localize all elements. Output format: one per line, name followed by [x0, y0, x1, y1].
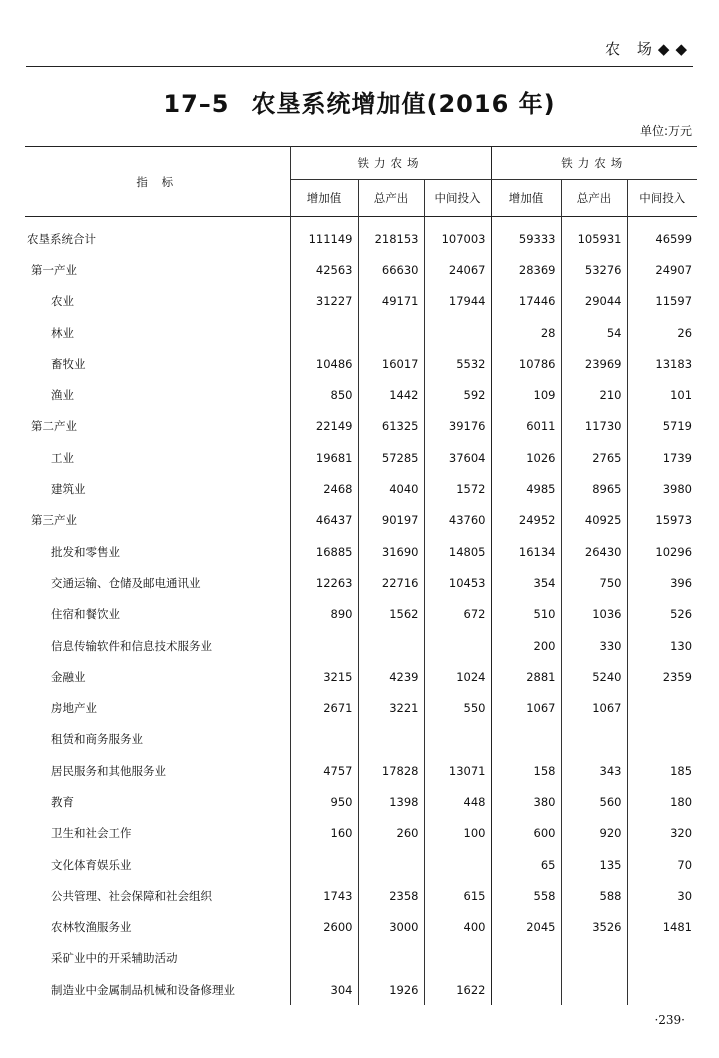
value-cell — [627, 943, 697, 974]
row-label: 租赁和商务服务业 — [51, 732, 143, 747]
value-cell: 1481 — [627, 912, 697, 943]
value-cell: 1926 — [358, 974, 424, 1005]
table-header — [25, 147, 697, 217]
value-cell: 16885 — [290, 536, 358, 567]
value-cell: 343 — [561, 755, 627, 786]
value-cell: 950 — [290, 786, 358, 817]
value-cell — [627, 724, 697, 755]
value-cell: 31227 — [290, 286, 358, 317]
value-cell: 1743 — [290, 880, 358, 911]
value-cell: 920 — [561, 818, 627, 849]
table-row — [25, 286, 697, 317]
col-header: 增加值 — [491, 180, 561, 217]
value-cell: 24907 — [627, 254, 697, 285]
value-cell: 23969 — [561, 348, 627, 379]
value-cell — [358, 724, 424, 755]
value-cell — [290, 724, 358, 755]
row-label: 农业 — [51, 294, 74, 309]
table-row — [25, 880, 697, 911]
value-cell: 57285 — [358, 442, 424, 473]
page-number: ·239· — [654, 1013, 685, 1027]
value-cell — [561, 974, 627, 1005]
row-label: 渔业 — [51, 388, 74, 403]
row-label: 卫生和社会工作 — [51, 826, 132, 841]
col-header: 总产出 — [358, 180, 424, 217]
col-header: 中间投入 — [424, 180, 491, 217]
row-label: 教育 — [51, 794, 74, 809]
value-cell: 2468 — [290, 473, 358, 504]
value-cell — [424, 317, 491, 348]
header-rule — [26, 66, 693, 67]
value-cell: 1622 — [424, 974, 491, 1005]
value-cell: 560 — [561, 786, 627, 817]
value-cell: 2671 — [290, 692, 358, 723]
col-header: 中间投入 — [627, 180, 697, 217]
value-cell: 1067 — [561, 692, 627, 723]
value-cell: 1442 — [358, 379, 424, 410]
row-label: 工业 — [51, 450, 74, 465]
value-cell: 158 — [491, 755, 561, 786]
value-cell: 10486 — [290, 348, 358, 379]
table-row — [25, 818, 697, 849]
value-cell: 4985 — [491, 473, 561, 504]
value-cell: 672 — [424, 599, 491, 630]
value-cell — [561, 724, 627, 755]
value-cell: 330 — [561, 630, 627, 661]
value-cell: 28369 — [491, 254, 561, 285]
value-cell — [358, 317, 424, 348]
value-cell: 61325 — [358, 411, 424, 442]
table-row — [25, 599, 697, 630]
row-label: 交通运输、仓储及邮电通讯业 — [51, 575, 201, 590]
value-cell: 135 — [561, 849, 627, 880]
value-cell: 180 — [627, 786, 697, 817]
row-label: 第三产业 — [31, 513, 77, 528]
value-cell: 2765 — [561, 442, 627, 473]
table-row — [25, 786, 697, 817]
value-cell: 3000 — [358, 912, 424, 943]
value-cell — [290, 317, 358, 348]
table-row — [25, 692, 697, 723]
value-cell: 16017 — [358, 348, 424, 379]
value-cell: 1562 — [358, 599, 424, 630]
row-label: 批发和零售业 — [51, 544, 120, 559]
value-cell: 11597 — [627, 286, 697, 317]
value-cell: 354 — [491, 567, 561, 598]
value-cell: 3221 — [358, 692, 424, 723]
value-cell: 4040 — [358, 473, 424, 504]
table-number: 17–5 — [163, 90, 230, 118]
value-cell: 5240 — [561, 661, 627, 692]
value-cell: 17446 — [491, 286, 561, 317]
value-cell: 105931 — [561, 217, 627, 255]
table-body — [25, 217, 697, 1006]
value-cell — [491, 974, 561, 1005]
value-cell: 16134 — [491, 536, 561, 567]
value-cell: 43760 — [424, 505, 491, 536]
value-cell: 24067 — [424, 254, 491, 285]
row-label: 农林牧渔服务业 — [51, 920, 132, 935]
row-label: 农垦系统合计 — [27, 231, 96, 246]
value-cell: 65 — [491, 849, 561, 880]
table-row — [25, 442, 697, 473]
value-cell: 17828 — [358, 755, 424, 786]
table-row — [25, 755, 697, 786]
value-cell: 46437 — [290, 505, 358, 536]
value-cell: 615 — [424, 880, 491, 911]
value-cell: 54 — [561, 317, 627, 348]
value-cell — [290, 943, 358, 974]
table-row — [25, 974, 697, 1005]
value-cell: 28 — [491, 317, 561, 348]
value-cell — [290, 630, 358, 661]
row-label: 房地产业 — [51, 701, 97, 716]
value-cell — [424, 724, 491, 755]
row-label: 第二产业 — [31, 419, 77, 434]
value-cell: 24952 — [491, 505, 561, 536]
value-cell: 320 — [627, 818, 697, 849]
value-cell — [358, 630, 424, 661]
value-cell — [358, 849, 424, 880]
table-row — [25, 567, 697, 598]
value-cell: 3980 — [627, 473, 697, 504]
value-cell: 39176 — [424, 411, 491, 442]
value-cell: 160 — [290, 818, 358, 849]
row-label: 采矿业中的开采辅助活动 — [51, 951, 178, 966]
value-cell: 53276 — [561, 254, 627, 285]
group-header-2: 铁力农场 — [491, 147, 697, 180]
table-row — [25, 505, 697, 536]
value-cell: 850 — [290, 379, 358, 410]
value-cell — [424, 630, 491, 661]
value-cell: 13071 — [424, 755, 491, 786]
value-cell: 70 — [627, 849, 697, 880]
table-row — [25, 217, 697, 255]
value-cell: 400 — [424, 912, 491, 943]
col-header: 增加值 — [290, 180, 358, 217]
row-label: 第一产业 — [31, 262, 77, 277]
value-cell: 42563 — [290, 254, 358, 285]
value-cell — [424, 943, 491, 974]
value-cell: 380 — [491, 786, 561, 817]
value-cell: 46599 — [627, 217, 697, 255]
value-cell: 3526 — [561, 912, 627, 943]
row-label: 金融业 — [51, 669, 86, 684]
row-label: 居民服务和其他服务业 — [51, 763, 166, 778]
value-cell: 5719 — [627, 411, 697, 442]
value-cell: 15973 — [627, 505, 697, 536]
value-cell: 1572 — [424, 473, 491, 504]
value-cell: 1026 — [491, 442, 561, 473]
value-cell: 588 — [561, 880, 627, 911]
value-cell: 90197 — [358, 505, 424, 536]
running-head — [605, 38, 693, 59]
value-cell: 2881 — [491, 661, 561, 692]
value-cell: 558 — [491, 880, 561, 911]
table-row — [25, 849, 697, 880]
value-cell: 510 — [491, 599, 561, 630]
value-cell: 22149 — [290, 411, 358, 442]
value-cell — [627, 692, 697, 723]
value-cell: 750 — [561, 567, 627, 598]
value-cell: 37604 — [424, 442, 491, 473]
table-row — [25, 411, 697, 442]
value-cell: 29044 — [561, 286, 627, 317]
diamond-marks-icon: ◆◆ — [657, 40, 693, 58]
value-cell: 10786 — [491, 348, 561, 379]
value-cell: 4757 — [290, 755, 358, 786]
value-cell: 600 — [491, 818, 561, 849]
value-cell: 13183 — [627, 348, 697, 379]
value-cell: 22716 — [358, 567, 424, 598]
table-row — [25, 254, 697, 285]
section-name: 农 场 — [605, 40, 658, 58]
value-cell: 2358 — [358, 880, 424, 911]
value-cell: 4239 — [358, 661, 424, 692]
row-label: 信息传输软件和信息技术服务业 — [51, 638, 212, 653]
value-cell: 101 — [627, 379, 697, 410]
row-header-label: 指 标 — [136, 174, 179, 189]
value-cell: 1024 — [424, 661, 491, 692]
value-cell: 17944 — [424, 286, 491, 317]
value-cell: 550 — [424, 692, 491, 723]
row-label: 建筑业 — [51, 482, 86, 497]
value-cell: 1036 — [561, 599, 627, 630]
row-label: 公共管理、社会保障和社会组织 — [51, 888, 212, 903]
table-row — [25, 536, 697, 567]
value-cell: 100 — [424, 818, 491, 849]
value-cell — [491, 724, 561, 755]
value-cell — [358, 943, 424, 974]
value-cell: 592 — [424, 379, 491, 410]
value-cell: 185 — [627, 755, 697, 786]
value-cell: 8965 — [561, 473, 627, 504]
value-cell: 2600 — [290, 912, 358, 943]
row-label: 制造业中金属制品机械和设备修理业 — [51, 982, 235, 997]
value-cell: 111149 — [290, 217, 358, 255]
value-cell — [290, 849, 358, 880]
table-row — [25, 661, 697, 692]
value-cell: 5532 — [424, 348, 491, 379]
row-label: 畜牧业 — [51, 356, 86, 371]
value-cell: 66630 — [358, 254, 424, 285]
value-cell — [424, 849, 491, 880]
table-row — [25, 724, 697, 755]
value-cell: 26 — [627, 317, 697, 348]
col-header: 总产出 — [561, 180, 627, 217]
value-cell: 2359 — [627, 661, 697, 692]
table-row — [25, 379, 697, 410]
value-cell: 26430 — [561, 536, 627, 567]
value-cell: 218153 — [358, 217, 424, 255]
value-cell: 6011 — [491, 411, 561, 442]
value-cell: 107003 — [424, 217, 491, 255]
value-cell — [491, 943, 561, 974]
value-cell: 31690 — [358, 536, 424, 567]
table-row — [25, 912, 697, 943]
value-cell: 19681 — [290, 442, 358, 473]
row-label: 林业 — [51, 325, 74, 340]
group-header-1: 铁力农场 — [290, 147, 491, 180]
value-cell: 200 — [491, 630, 561, 661]
value-cell: 12263 — [290, 567, 358, 598]
value-cell: 448 — [424, 786, 491, 817]
value-cell: 10296 — [627, 536, 697, 567]
row-header-cell — [25, 147, 290, 217]
value-cell — [561, 943, 627, 974]
table-row — [25, 317, 697, 348]
value-cell: 210 — [561, 379, 627, 410]
table-row — [25, 630, 697, 661]
value-cell: 40925 — [561, 505, 627, 536]
row-label: 住宿和餐饮业 — [51, 607, 120, 622]
value-cell: 14805 — [424, 536, 491, 567]
value-cell: 304 — [290, 974, 358, 1005]
table-row — [25, 348, 697, 379]
table-row — [25, 473, 697, 504]
value-cell: 109 — [491, 379, 561, 410]
value-added-table — [25, 146, 697, 1005]
value-cell: 130 — [627, 630, 697, 661]
value-cell: 2045 — [491, 912, 561, 943]
value-cell — [627, 974, 697, 1005]
unit-label: 单位:万元 — [639, 124, 692, 138]
table-title: 农垦系统增加值(2016 年) — [251, 90, 556, 118]
value-cell: 30 — [627, 880, 697, 911]
value-cell: 1067 — [491, 692, 561, 723]
value-cell: 260 — [358, 818, 424, 849]
value-cell: 59333 — [491, 217, 561, 255]
value-cell: 890 — [290, 599, 358, 630]
value-cell: 1739 — [627, 442, 697, 473]
value-cell: 10453 — [424, 567, 491, 598]
value-cell: 1398 — [358, 786, 424, 817]
value-cell: 3215 — [290, 661, 358, 692]
value-cell: 11730 — [561, 411, 627, 442]
value-cell: 49171 — [358, 286, 424, 317]
value-cell: 396 — [627, 567, 697, 598]
row-label: 文化体育娱乐业 — [51, 857, 132, 872]
page-title — [0, 84, 719, 119]
value-cell: 526 — [627, 599, 697, 630]
table-row — [25, 943, 697, 974]
